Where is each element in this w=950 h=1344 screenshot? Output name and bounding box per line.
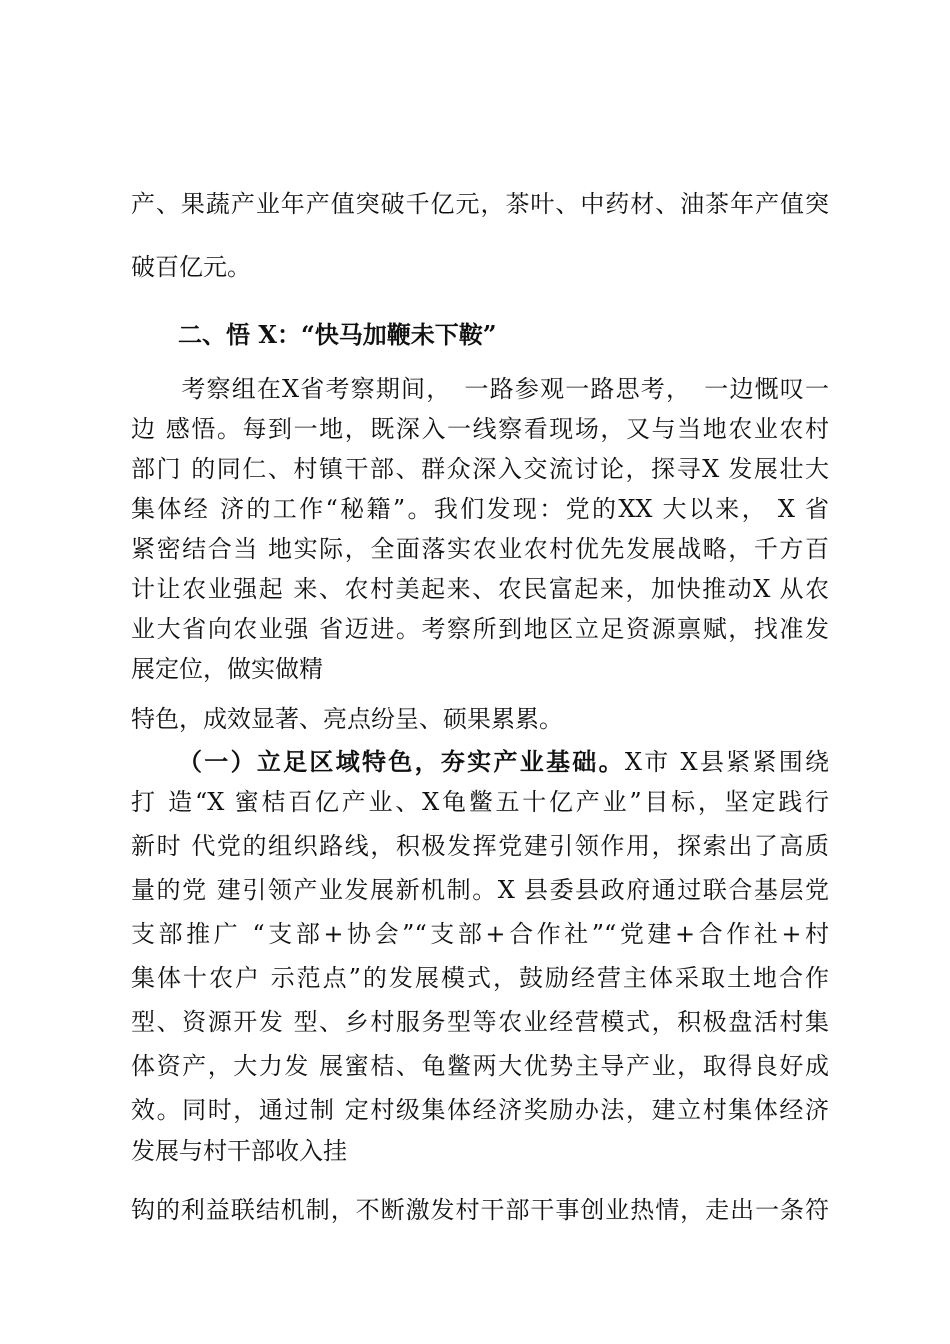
- paragraph-line: 部门 的同仁、村镇干部、群众深入交流讨论，探寻X 发展壮大: [131, 455, 829, 483]
- paragraph-line: 集体经 济的工作“秘籍”。我们发现：党的XX 大以来， X 省: [131, 495, 829, 523]
- paragraph-line: 量的党 建引领产业发展新机制。X 县委县政府通过联合基层党: [131, 876, 829, 904]
- paragraph-line: 考察组在X省考察期间， 一路参观一路思考， 一边慨叹一: [131, 375, 829, 403]
- subsection-heading: （一）立足区域特色，夯实产业基础。: [178, 747, 625, 776]
- paragraph-text: X市 X县紧紧围绕: [624, 748, 829, 776]
- paragraph-line: 钩的利益联结机制，不断激发村干部干事创业热情，走出一条符: [131, 1196, 829, 1224]
- paragraph-line: 支部推广 “支部+协会”“支部+合作社”“党建+合作社+村: [131, 920, 829, 948]
- paragraph-line: 破百亿元。: [131, 253, 251, 281]
- paragraph-line: 体资产，大力发 展蜜桔、龟鳖两大优势主导产业，取得良好成: [131, 1052, 829, 1080]
- paragraph-line: 特色，成效显著、亮点纷呈、硕果累累。: [131, 705, 563, 733]
- subsection-first-line: [178, 745, 829, 779]
- paragraph-line: 效。同时，通过制 定村级集体经济奖励办法，建立村集体经济: [131, 1096, 829, 1124]
- paragraph-line: 型、资源开发 型、乡村服务型等农业经营模式，积极盘活村集: [131, 1008, 829, 1036]
- section-heading: 二、悟 X：“快马加鞭未下鞍”: [178, 320, 497, 349]
- paragraph-line: 计让农业强起 来、农村美起来、农民富起来，加快推动X 从农: [131, 575, 829, 603]
- paragraph-line: 紧密结合当 地实际，全面落实农业农村优先发展战略，千方百: [131, 535, 829, 563]
- paragraph-line: 发展与村干部收入挂: [131, 1137, 347, 1165]
- paragraph-line: 产、果蔬产业年产值突破千亿元，茶叶、中药材、油茶年产值突: [131, 190, 829, 218]
- paragraph-line: 打 造“X 蜜桔百亿产业、X龟鳖五十亿产业”目标，坚定践行: [131, 788, 829, 816]
- paragraph-line: 展定位，做实做精: [131, 655, 323, 683]
- paragraph-line: 业大省向农业强 省迈进。考察所到地区立足资源禀赋，找准发: [131, 615, 829, 643]
- paragraph-line: 边 感悟。每到一地，既深入一线察看现场，又与当地农业农村: [131, 415, 829, 443]
- paragraph-line: 集体十农户 示范点”的发展模式，鼓励经营主体采取土地合作: [131, 964, 829, 992]
- paragraph-line: 新时 代党的组织路线，积极发挥党建引领作用，探索出了高质: [131, 832, 829, 860]
